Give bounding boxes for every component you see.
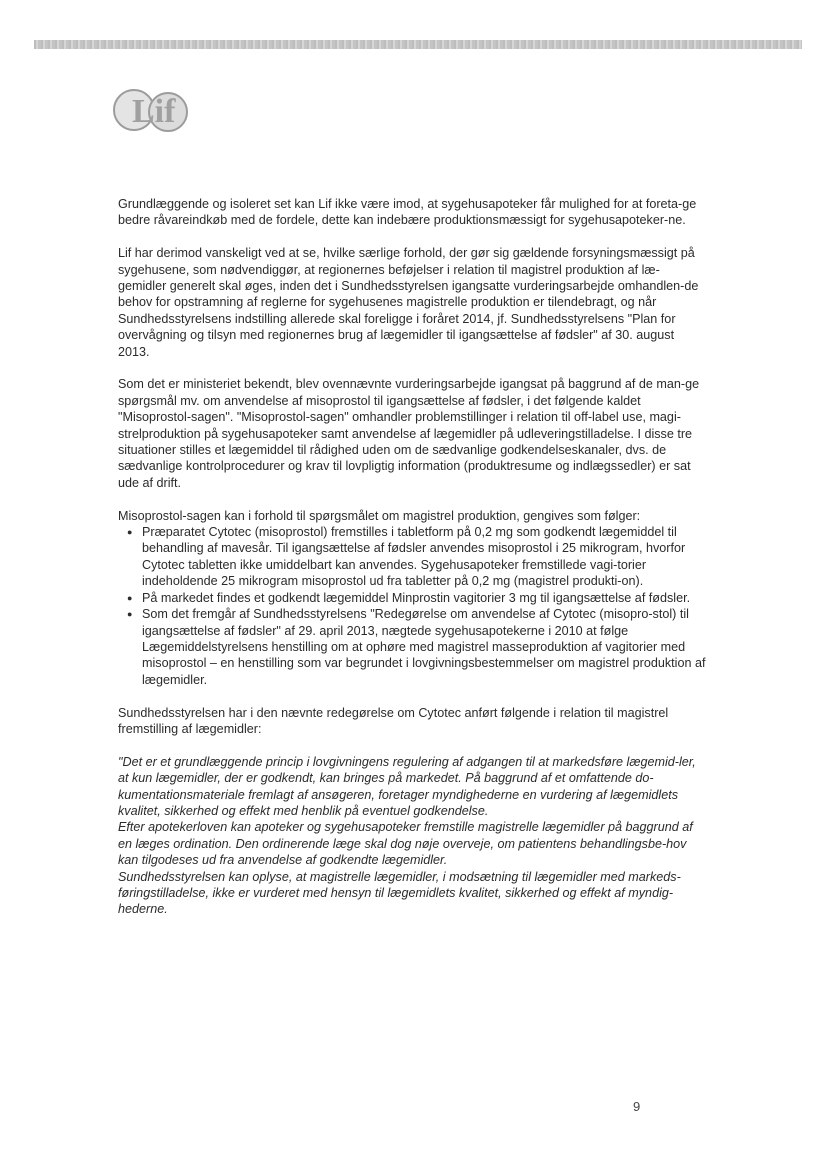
quote-line: "Det er et grundlæggende princip i lovgivningens regulering af adgangen til at markedsføre lægemid-ler, at kun lægemidler, der er godkendt, kan bringes på markedet. På baggrund af et omfattende do-kumentationsmateriale fremlagt af ansøgeren, foretager myndighederne en vurdering af lægemidlets kvalitet, sikkerhed og effekt med henblik på eventuel godkendelse. [118, 754, 696, 818]
quote-line: Efter apotekerloven kan apoteker og sygehusapoteker fremstille magistrelle lægemidler på baggrund af en læges ordination. Den ordinerende læge skal dog nøje overveje, om patientens behandlingsbe-hov kan tilgodeses ud fra anvendelse af godkendte lægemidler. [118, 820, 693, 868]
quote-line: Sundhedsstyrelsen kan oplyse, at magistrelle lægemidler, i modsætning til lægemidler med markeds-føringstilladelse, ikke er vurderet med hensyn til lægemidlets kvalitet, sikkerhed og effekt af myndig-hederne. [118, 869, 681, 917]
svg-text:Lif: Lif [132, 93, 176, 130]
list-item: ● På markedet findes et godkendt lægemiddel Minprostin vagitorier 3 mg til igangsættelse af fødsler. [127, 590, 691, 605]
bullet-icon: ● [127, 609, 133, 620]
page-number: 9 [633, 1099, 641, 1114]
paragraph: Som det er ministeriet bekendt, blev ovennævnte vurderingsarbejde igangsat på baggrund af de man-ge spørgsmål mv. om anvendelse af misoprostol til igangsættelse af fødsler, i det følgende kaldet "Misoprostol-sagen". "Misoprostol-sagen" omhandler problemstillinger i relation til off-label use, magi-strelproduktion på sygehusapoteker samt anvendelse af lægemidler på udleveringstilladelse. I disse tre situationer stilles et lægemiddel til rådighed uden om de sædvanlige godkendelseskanaler, dvs. de sædvanlige kontrolprocedurer og krav til lovpligtig information (produktresume og indlægssedler) er sat ude af drift. [118, 377, 700, 490]
header-scan-bar [34, 40, 802, 49]
paragraph: Grundlæggende og isoleret set kan Lif ikke være imod, at sygehusapoteker får mulighed for at foreta-ge bedre råvareindkøb med de fordele, dette kan indebære produktionsmæssigt for sygehusapoteker-ne. [118, 197, 697, 228]
list-item: ● Som det fremgår af Sundhedsstyrelsens "Redegørelse om anvendelse af Cytotec (misopro-stol) til igangsættelse af fødsler" af 29. april 2013, nægtede sygehusapotekerne i 2010 at følge Lægemiddelstyrelsens henstilling om at ophøre med magistrel masseproduktion af vagitorier med misoprostol – en henstilling som var begrundet i lovgivningsbestemmelser om magistrel produktion af lægemidler. [127, 607, 706, 687]
bullet-icon: ● [127, 527, 133, 538]
quote-block [118, 754, 708, 918]
paragraph: Sundhedsstyrelsen har i den nævnte redegørelse om Cytotec anført følgende i relation til magistrel fremstilling af lægemidler: [118, 705, 669, 736]
document-body [118, 196, 708, 918]
paragraph: Lif har derimod vanskeligt ved at se, hvilke særlige forhold, der gør sig gældende forsyningsmæssigt på sygehusene, som nødvendiggør, at regionernes beføjelser i relation til magistrel produktion af læ-gemidler generelt skal øges, inden det i Sundhedsstyrelsen igangsatte vurderingsarbejde omhandlen-de behov for opstramning af reglerne for sygehusenes magistrelle produktion er tilendebragt, og når Sundhedsstyrelsens indstilling allerede skal foreligge i foråret 2014, jf. Sundhedsstyrelsens "Plan for overvågning og tilsyn med regionernes brug af lægemidler til igangsættelse af fødsler" af 30. august 2013. [118, 246, 699, 359]
list-item: ● Præparatet Cytotec (misoprostol) fremstilles i tabletform på 0,2 mg som godkendt lægemiddel til behandling af mavesår. Til igangsættelse af fødsler anvendes misoprostol i 25 mikrogram, hvorfor Cytotec tabletten ikke umiddelbart kan anvendes. Sygehusapoteker fremstillede vagi-torier indeholdende 25 mikrogram misoprostol ud fra tabletter på 0,2 mg (magistrel produkti-on). [127, 525, 686, 589]
bullet-list [118, 524, 708, 688]
lif-logo [110, 86, 198, 134]
list-intro: Misoprostol-sagen kan i forhold til spørgsmålet om magistrel produktion, gengives som følger: [118, 508, 641, 523]
bullet-icon: ● [127, 592, 133, 603]
